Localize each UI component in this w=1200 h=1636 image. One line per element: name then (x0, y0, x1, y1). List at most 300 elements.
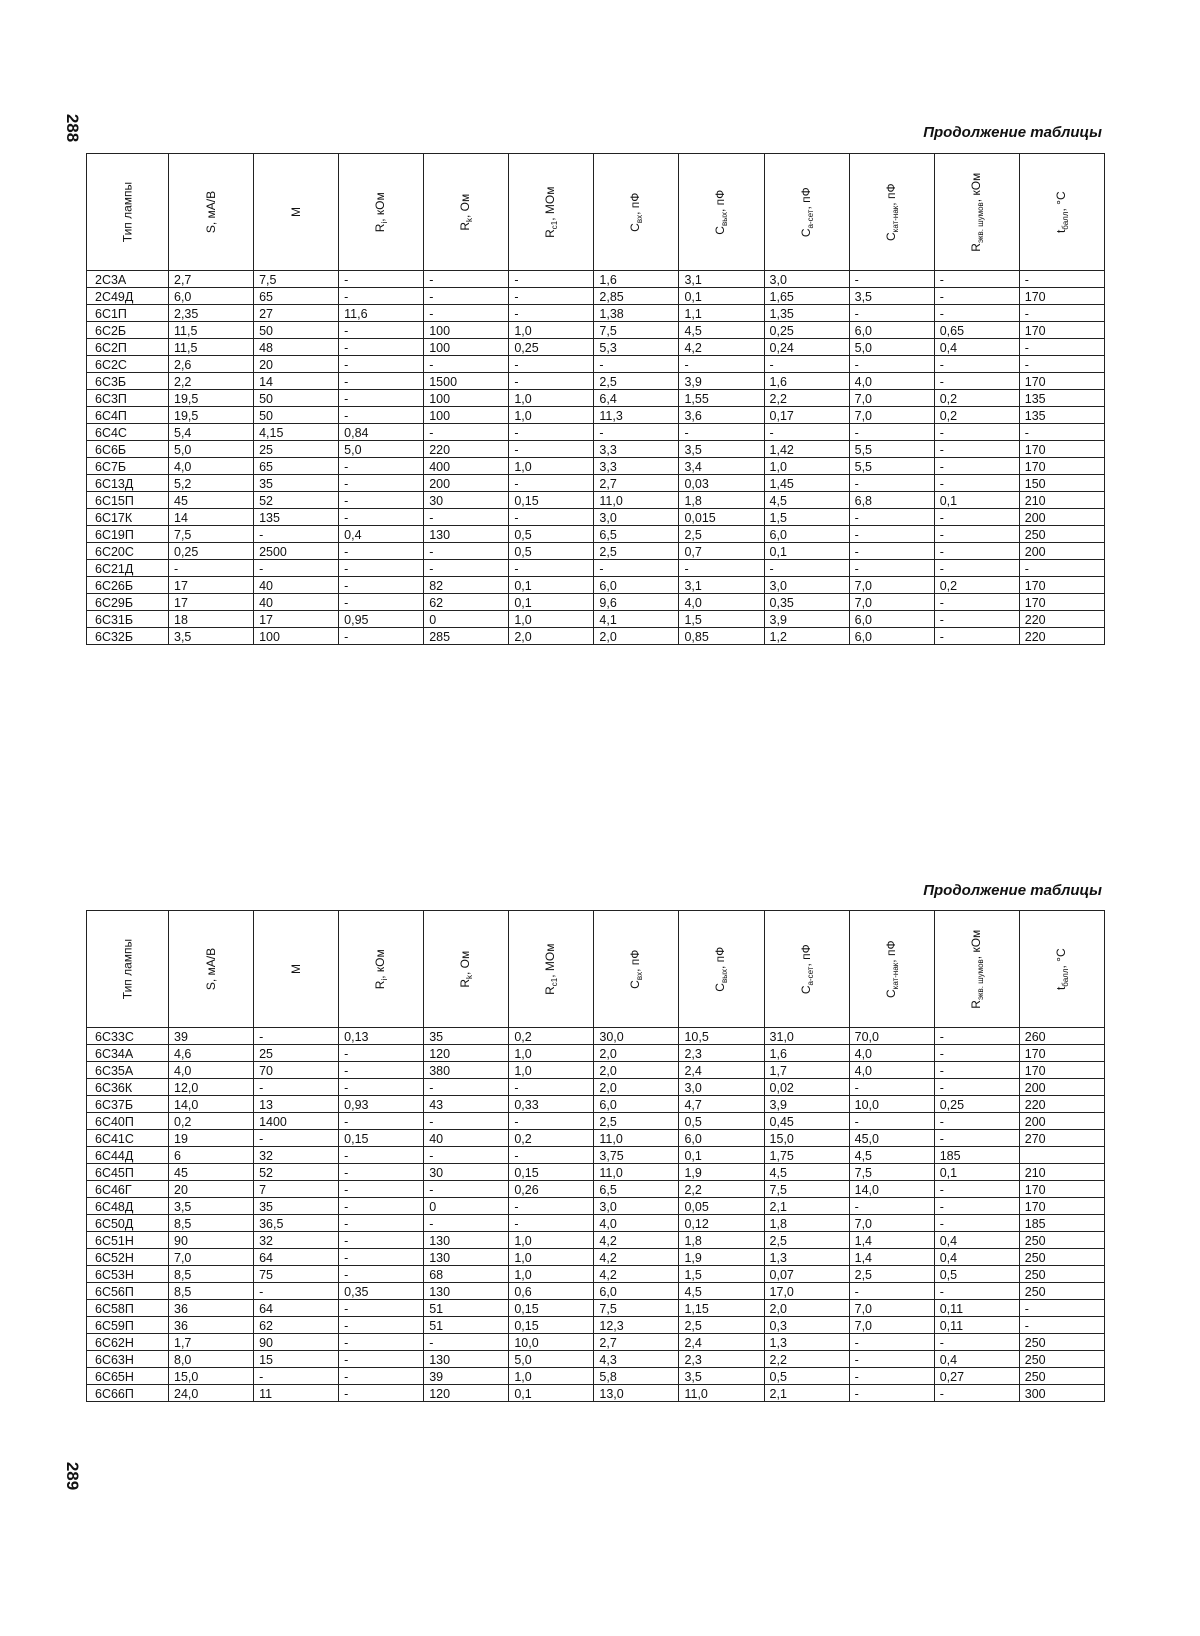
value-cell: 1,0 (764, 458, 849, 475)
table-row (87, 1096, 1105, 1113)
value-cell: 1,8 (764, 1215, 849, 1232)
value-cell: - (1019, 560, 1104, 577)
value-cell: 0,15 (509, 1164, 594, 1181)
value-cell: - (1019, 305, 1104, 322)
value-cell: 11,3 (594, 407, 679, 424)
value-cell: - (934, 1079, 1019, 1096)
value-cell: - (934, 1130, 1019, 1147)
value-cell: - (339, 1351, 424, 1368)
value-cell: - (509, 271, 594, 288)
value-cell: 39 (169, 1028, 254, 1045)
tube-type-cell: 6С59П (87, 1317, 169, 1334)
value-cell: 0,25 (509, 339, 594, 356)
value-cell: - (934, 305, 1019, 322)
page-number-bottom: 289 (63, 1461, 82, 1491)
value-cell: 2,2 (169, 373, 254, 390)
value-cell: 30 (424, 492, 509, 509)
tube-parameters-table-bottom (86, 910, 1105, 1402)
value-cell: 2,5 (679, 526, 764, 543)
value-cell: 52 (254, 1164, 339, 1181)
value-cell: 17,0 (764, 1283, 849, 1300)
value-cell: 4,5 (849, 1147, 934, 1164)
value-cell: 1,38 (594, 305, 679, 322)
value-cell: 1,0 (509, 611, 594, 628)
value-cell: 0,2 (169, 1113, 254, 1130)
value-cell: - (339, 1079, 424, 1096)
value-cell: 1,45 (764, 475, 849, 492)
value-cell: 6,8 (849, 492, 934, 509)
table-row (87, 1028, 1105, 1045)
value-cell: 0,93 (339, 1096, 424, 1113)
value-cell: 220 (1019, 628, 1104, 645)
column-header (169, 911, 254, 1028)
value-cell: - (934, 1283, 1019, 1300)
value-cell: 40 (254, 577, 339, 594)
value-cell: 8,0 (169, 1351, 254, 1368)
value-cell: 250 (1019, 1368, 1104, 1385)
value-cell: 1,5 (679, 611, 764, 628)
value-cell: 2,0 (594, 1079, 679, 1096)
value-cell: 200 (424, 475, 509, 492)
value-cell: - (934, 1215, 1019, 1232)
value-cell: - (424, 560, 509, 577)
column-header-label: M (289, 207, 304, 218)
table-row (87, 1249, 1105, 1266)
value-cell: 210 (1019, 492, 1104, 509)
value-cell: - (339, 322, 424, 339)
value-cell: 7,5 (594, 1300, 679, 1317)
value-cell: - (424, 424, 509, 441)
value-cell: 7 (254, 1181, 339, 1198)
column-header (849, 911, 934, 1028)
column-header (679, 911, 764, 1028)
value-cell: - (849, 560, 934, 577)
value-cell: 185 (934, 1147, 1019, 1164)
value-cell: 3,3 (594, 458, 679, 475)
value-cell: 7,0 (849, 407, 934, 424)
column-header (594, 911, 679, 1028)
value-cell: - (934, 441, 1019, 458)
value-cell: 100 (424, 390, 509, 407)
value-cell: 4,0 (169, 458, 254, 475)
value-cell: - (339, 1385, 424, 1402)
value-cell: 0,5 (509, 543, 594, 560)
value-cell: 0,25 (764, 322, 849, 339)
value-cell: 7,0 (169, 1249, 254, 1266)
value-cell: 1500 (424, 373, 509, 390)
table-row (87, 322, 1105, 339)
value-cell: 6,0 (764, 526, 849, 543)
value-cell: 2,5 (849, 1266, 934, 1283)
value-cell: 220 (424, 441, 509, 458)
value-cell: 18 (169, 611, 254, 628)
page-number-top: 288 (63, 113, 82, 143)
value-cell: - (339, 1266, 424, 1283)
value-cell: - (764, 424, 849, 441)
column-header-label: Тип лампы (120, 181, 135, 243)
value-cell: - (934, 271, 1019, 288)
value-cell: 90 (254, 1334, 339, 1351)
value-cell: 5,8 (594, 1368, 679, 1385)
value-cell: - (254, 1028, 339, 1045)
column-header-label: $R_i$, кОм (373, 192, 390, 232)
value-cell: 0 (424, 1198, 509, 1215)
value-cell: - (764, 560, 849, 577)
table-row (87, 1385, 1105, 1402)
value-cell: - (339, 1181, 424, 1198)
value-cell: - (594, 424, 679, 441)
value-cell: - (934, 628, 1019, 645)
value-cell: 4,7 (679, 1096, 764, 1113)
value-cell: 64 (254, 1249, 339, 1266)
value-cell: 0,2 (509, 1130, 594, 1147)
value-cell: 3,6 (679, 407, 764, 424)
column-header (87, 154, 169, 271)
value-cell: 0,7 (679, 543, 764, 560)
column-header (764, 911, 849, 1028)
table-row (87, 1198, 1105, 1215)
value-cell: 65 (254, 288, 339, 305)
value-cell: 39 (424, 1368, 509, 1385)
value-cell: 6 (169, 1147, 254, 1164)
value-cell: - (934, 560, 1019, 577)
value-cell: 45,0 (849, 1130, 934, 1147)
value-cell: 1,5 (679, 1266, 764, 1283)
value-cell: 200 (1019, 509, 1104, 526)
value-cell: 2,0 (509, 628, 594, 645)
column-header-label: $C_{кат-нак}$, пФ (883, 940, 900, 998)
value-cell: 2,2 (679, 1181, 764, 1198)
value-cell: 0,12 (679, 1215, 764, 1232)
value-cell: 0,1 (509, 594, 594, 611)
value-cell: - (169, 560, 254, 577)
value-cell: - (424, 356, 509, 373)
value-cell: - (339, 1249, 424, 1266)
value-cell: 3,0 (764, 577, 849, 594)
value-cell: 2,5 (594, 1113, 679, 1130)
value-cell: 32 (254, 1232, 339, 1249)
table-row (87, 1130, 1105, 1147)
value-cell: - (934, 373, 1019, 390)
header-row (87, 911, 1105, 1028)
value-cell: 1,4 (849, 1249, 934, 1266)
value-cell: - (849, 305, 934, 322)
value-cell: - (934, 424, 1019, 441)
table-row (87, 1317, 1105, 1334)
column-header (339, 911, 424, 1028)
value-cell: - (339, 373, 424, 390)
value-cell: - (254, 526, 339, 543)
column-header-label: $C_{вх}$, пФ (628, 192, 645, 232)
column-header (509, 911, 594, 1028)
tube-type-cell: 6С52Н (87, 1249, 169, 1266)
column-header-label: Тип лампы (120, 938, 135, 1000)
table-row (87, 594, 1105, 611)
value-cell: 40 (424, 1130, 509, 1147)
value-cell: - (849, 1283, 934, 1300)
value-cell: - (679, 356, 764, 373)
value-cell: 35 (254, 475, 339, 492)
value-cell: 7,0 (849, 1300, 934, 1317)
value-cell: 4,2 (594, 1249, 679, 1266)
value-cell: - (679, 560, 764, 577)
value-cell: 250 (1019, 1232, 1104, 1249)
value-cell: - (849, 1385, 934, 1402)
value-cell: 5,0 (849, 339, 934, 356)
value-cell: 2,2 (764, 390, 849, 407)
table-row (87, 1079, 1105, 1096)
value-cell: 4,1 (594, 611, 679, 628)
value-cell: - (339, 1368, 424, 1385)
value-cell: 2,3 (679, 1045, 764, 1062)
table-row (87, 1164, 1105, 1181)
tube-type-cell: 6С6Б (87, 441, 169, 458)
value-cell: 6,4 (594, 390, 679, 407)
value-cell: 210 (1019, 1164, 1104, 1181)
value-cell: - (1019, 339, 1104, 356)
value-cell: - (254, 1130, 339, 1147)
tube-type-cell: 6С62Н (87, 1334, 169, 1351)
value-cell: - (339, 1113, 424, 1130)
value-cell: - (339, 509, 424, 526)
table-row (87, 1300, 1105, 1317)
value-cell: 11,0 (594, 1130, 679, 1147)
value-cell: - (934, 1045, 1019, 1062)
table-row (87, 356, 1105, 373)
tube-type-cell: 6С37Б (87, 1096, 169, 1113)
column-header-label: $R_{c1}$, МОм (543, 186, 560, 238)
tube-type-cell: 6С46Г (87, 1181, 169, 1198)
value-cell: 1,0 (509, 1232, 594, 1249)
value-cell: 1,0 (509, 1045, 594, 1062)
value-cell: 12,3 (594, 1317, 679, 1334)
tube-type-cell: 6С34А (87, 1045, 169, 1062)
value-cell: - (339, 1300, 424, 1317)
column-header (764, 154, 849, 271)
value-cell: 4,5 (679, 322, 764, 339)
value-cell: - (254, 1283, 339, 1300)
value-cell: 0,1 (509, 577, 594, 594)
value-cell: - (424, 1334, 509, 1351)
column-header (254, 154, 339, 271)
value-cell: - (934, 1198, 1019, 1215)
column-header (424, 154, 509, 271)
value-cell: 3,5 (679, 1368, 764, 1385)
column-header-label: $R_{экв. шумов}$, кОм (968, 172, 985, 252)
value-cell: 250 (1019, 1266, 1104, 1283)
value-cell: - (339, 492, 424, 509)
value-cell: 7,0 (849, 1317, 934, 1334)
value-cell: 0,84 (339, 424, 424, 441)
table-row (87, 492, 1105, 509)
column-header-label: $R_{c1}$, МОм (543, 943, 560, 995)
value-cell: 7,0 (849, 594, 934, 611)
value-cell: 0,5 (764, 1368, 849, 1385)
value-cell: - (509, 1079, 594, 1096)
value-cell: - (339, 1198, 424, 1215)
value-cell: 90 (169, 1232, 254, 1249)
value-cell: 130 (424, 1283, 509, 1300)
value-cell: - (339, 407, 424, 424)
value-cell: 70 (254, 1062, 339, 1079)
column-header-label: $R_i$, кОм (373, 949, 390, 989)
column-header (679, 154, 764, 271)
value-cell: - (424, 1079, 509, 1096)
value-cell: 200 (1019, 1079, 1104, 1096)
value-cell: 5,0 (339, 441, 424, 458)
value-cell: 1,15 (679, 1300, 764, 1317)
value-cell: 200 (1019, 543, 1104, 560)
value-cell: - (934, 1181, 1019, 1198)
value-cell: 1,1 (679, 305, 764, 322)
value-cell: - (849, 543, 934, 560)
tube-type-cell: 6С2П (87, 339, 169, 356)
value-cell: - (849, 1198, 934, 1215)
value-cell: 2,0 (594, 1062, 679, 1079)
value-cell: - (339, 1215, 424, 1232)
value-cell: 0,17 (764, 407, 849, 424)
header-row (87, 154, 1105, 271)
column-header (934, 154, 1019, 271)
value-cell: - (849, 424, 934, 441)
value-cell: 6,0 (594, 1283, 679, 1300)
column-header-label: $C_{вых}$, пФ (713, 189, 730, 235)
table-row (87, 373, 1105, 390)
value-cell: 2,1 (764, 1385, 849, 1402)
value-cell: 130 (424, 1232, 509, 1249)
value-cell: 0 (424, 611, 509, 628)
value-cell: 2,2 (764, 1351, 849, 1368)
value-cell: 170 (1019, 1198, 1104, 1215)
value-cell: 1,42 (764, 441, 849, 458)
tube-type-cell: 6С65Н (87, 1368, 169, 1385)
value-cell: - (934, 1028, 1019, 1045)
value-cell: - (934, 458, 1019, 475)
value-cell: 0,25 (934, 1096, 1019, 1113)
value-cell: 50 (254, 390, 339, 407)
value-cell: 135 (1019, 407, 1104, 424)
value-cell: 250 (1019, 1334, 1104, 1351)
value-cell: - (1019, 424, 1104, 441)
tube-type-cell: 6С4П (87, 407, 169, 424)
value-cell: 0,15 (339, 1130, 424, 1147)
tube-type-cell: 6С13Д (87, 475, 169, 492)
value-cell: 0,15 (509, 1300, 594, 1317)
value-cell: 30,0 (594, 1028, 679, 1045)
value-cell: 1,0 (509, 390, 594, 407)
value-cell: 1,6 (764, 373, 849, 390)
value-cell: - (849, 356, 934, 373)
value-cell: 2,85 (594, 288, 679, 305)
value-cell: 4,2 (594, 1232, 679, 1249)
value-cell: - (424, 271, 509, 288)
column-header-label: $C_{вых}$, пФ (713, 946, 730, 992)
value-cell: - (764, 356, 849, 373)
value-cell: 0,2 (934, 577, 1019, 594)
value-cell: - (339, 560, 424, 577)
value-cell: - (679, 424, 764, 441)
value-cell: - (424, 509, 509, 526)
value-cell: 100 (424, 407, 509, 424)
value-cell: 250 (1019, 1351, 1104, 1368)
value-cell: 1,0 (509, 1062, 594, 1079)
value-cell: 4,15 (254, 424, 339, 441)
value-cell: 0,1 (509, 1385, 594, 1402)
value-cell: 11,5 (169, 322, 254, 339)
value-cell: 200 (1019, 1113, 1104, 1130)
value-cell: 0,85 (679, 628, 764, 645)
value-cell: 250 (1019, 1249, 1104, 1266)
value-cell: 43 (424, 1096, 509, 1113)
value-cell: 7,0 (849, 390, 934, 407)
value-cell: - (849, 1351, 934, 1368)
value-cell: 3,1 (679, 577, 764, 594)
value-cell: - (339, 1334, 424, 1351)
value-cell: 6,0 (169, 288, 254, 305)
tube-type-cell: 6С50Д (87, 1215, 169, 1232)
value-cell: 11,0 (594, 492, 679, 509)
value-cell: 3,0 (764, 271, 849, 288)
value-cell: - (339, 339, 424, 356)
value-cell: 2,7 (169, 271, 254, 288)
value-cell: - (424, 1215, 509, 1232)
value-cell: 170 (1019, 288, 1104, 305)
table-row (87, 407, 1105, 424)
value-cell: 5,5 (849, 441, 934, 458)
value-cell: 1,3 (764, 1334, 849, 1351)
value-cell: 3,3 (594, 441, 679, 458)
value-cell: 5,0 (509, 1351, 594, 1368)
value-cell: 5,5 (849, 458, 934, 475)
value-cell: 31,0 (764, 1028, 849, 1045)
value-cell: - (339, 1232, 424, 1249)
value-cell: - (509, 560, 594, 577)
value-cell: 2,4 (679, 1334, 764, 1351)
value-cell: 130 (424, 526, 509, 543)
tube-type-cell: 6С66П (87, 1385, 169, 1402)
value-cell: 5,4 (169, 424, 254, 441)
table-row (87, 1147, 1105, 1164)
value-cell: - (594, 356, 679, 373)
tube-type-cell: 6С31Б (87, 611, 169, 628)
table-row (87, 509, 1105, 526)
value-cell: 0,5 (679, 1113, 764, 1130)
value-cell: 7,0 (849, 577, 934, 594)
value-cell: 0,11 (934, 1300, 1019, 1317)
table-row (87, 611, 1105, 628)
column-header-label: $t_{балл}$, °C (1053, 191, 1071, 233)
value-cell: - (934, 1062, 1019, 1079)
value-cell: - (509, 509, 594, 526)
value-cell: 4,0 (849, 373, 934, 390)
value-cell: 62 (424, 594, 509, 611)
value-cell: 0,35 (339, 1283, 424, 1300)
value-cell: 2,7 (594, 1334, 679, 1351)
value-cell: - (934, 543, 1019, 560)
value-cell: - (254, 560, 339, 577)
value-cell: 1,0 (509, 1249, 594, 1266)
table-row (87, 1283, 1105, 1300)
value-cell: - (424, 543, 509, 560)
value-cell: 75 (254, 1266, 339, 1283)
value-cell: 1,55 (679, 390, 764, 407)
value-cell: 6,5 (594, 526, 679, 543)
value-cell: - (509, 424, 594, 441)
value-cell: - (934, 611, 1019, 628)
value-cell: 0,26 (509, 1181, 594, 1198)
tube-type-cell: 6С26Б (87, 577, 169, 594)
value-cell: 3,4 (679, 458, 764, 475)
